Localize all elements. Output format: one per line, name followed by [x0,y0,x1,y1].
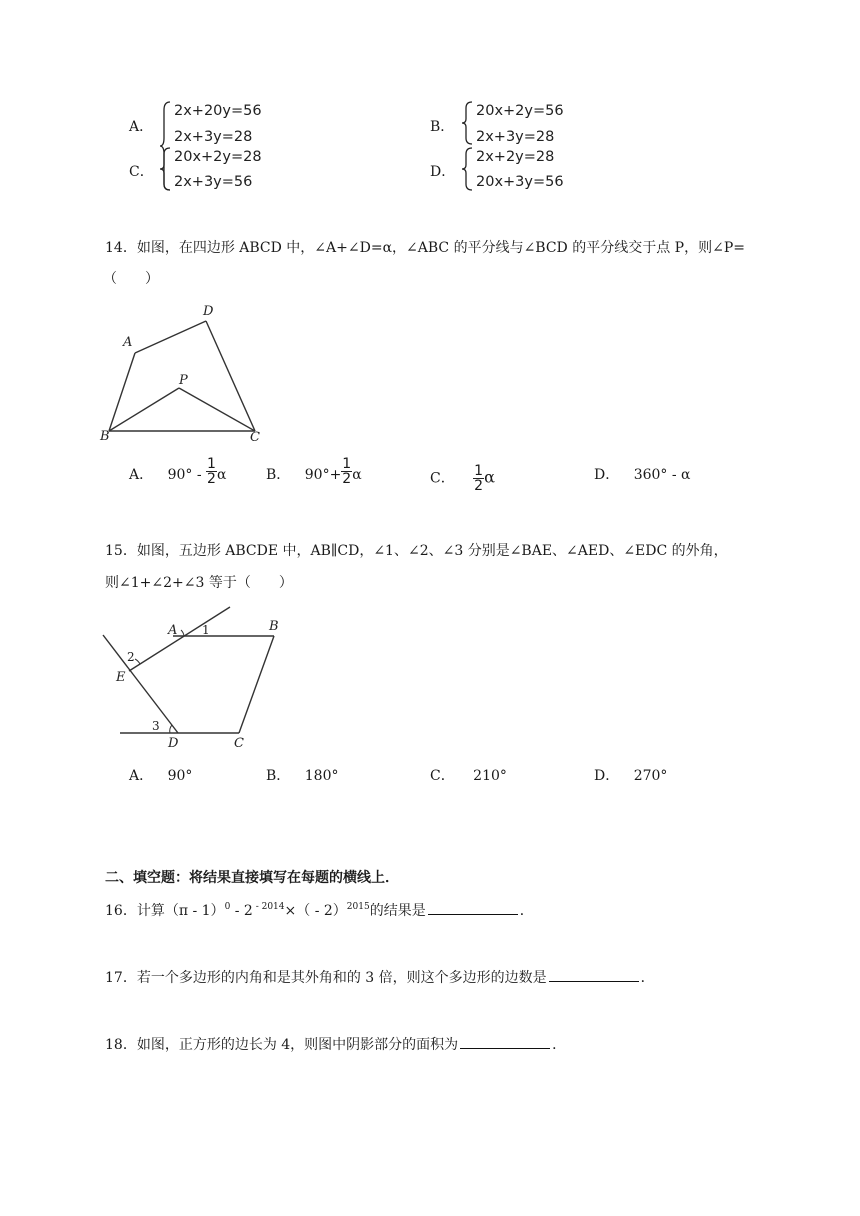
label-a: A [168,623,178,638]
q18-question [105,1034,566,1054]
equation-1: 2x+20y=56 [174,103,262,119]
option-text: 210° [473,768,507,784]
q16-end: ． [519,903,534,919]
numerator: 1 [474,463,484,479]
brace-icon [160,146,172,192]
numerator: 1 [342,455,352,472]
alpha: α [352,467,362,483]
q15-option-c [430,765,507,785]
label-a: A [123,335,133,350]
exponent: 2015 [346,902,370,912]
q18-text: 18．如图，正方形的边长为 4，则图中阴影部分的面积为 [105,1037,459,1053]
equation-2: 2x+3y=28 [174,129,253,145]
option-letter: A． [129,119,154,135]
line-ea-extended [129,607,230,671]
equation-1: 20x+2y=56 [476,103,564,119]
q16-prefix: 16．计算（π - 1） [105,903,225,919]
q16-question [105,900,534,920]
side-dc [206,321,255,431]
angle-2-arc [135,659,140,664]
q15-stem-line-1: 15．如图，五边形 ABCDE 中，AB∥CD，∠1、∠2、∠3 分别是∠BAE、∠AED、∠EDC 的外角， [105,543,728,559]
option-letter: D． [430,164,456,180]
label-d: D [203,304,214,319]
label-b: B [100,429,110,444]
option-text: 270° [633,768,668,784]
label-c: C [234,736,244,751]
equation-2: 2x+3y=56 [174,174,253,190]
denominator: 2 [474,478,484,494]
q17-text: 17．若一个多边形的内角和是其外角和的 3 倍，则这个多边形的边数是 [105,970,547,986]
option-letter: C． [129,164,154,180]
answer-blank[interactable] [549,967,639,982]
fraction [341,457,352,486]
answer-blank[interactable] [460,1034,550,1049]
q14-option-d [594,464,691,484]
option-letter: C． [430,470,455,487]
option-prefix: 90°+ [304,467,342,483]
q15-option-d [594,765,667,785]
angle-3-arc [170,725,172,733]
denominator: 2 [207,470,216,487]
label-3: 3 [152,719,160,733]
exponent: - 2014 [252,902,285,912]
option-letter: B． [266,467,291,483]
q14-quadrilateral-figure [98,300,278,450]
alpha: α [484,467,495,487]
answer-blank[interactable] [428,900,518,915]
q14-option-b [266,455,362,487]
q15-option-a [129,765,192,785]
equation-1: 2x+2y=28 [476,149,555,165]
numerator: 1 [207,455,216,472]
q14-option-a [129,455,227,487]
option-prefix: 90° - [167,467,202,483]
option-text: 90° [167,768,193,784]
side-ab [109,353,135,431]
brace-icon [462,100,474,146]
label-b: B [269,619,279,634]
option-letter: A． [129,768,154,784]
q16-mid: - 2 [230,903,253,919]
option-letter: D． [594,768,620,784]
q15-option-b [266,765,338,785]
angle-1-arc [181,630,184,636]
q14-stem-line-2: （ ） [103,271,159,287]
option-letter: C． [430,768,455,784]
equation-2: 2x+3y=28 [476,129,555,145]
q17-end: ． [640,970,655,986]
q17-question [105,967,655,987]
fraction [206,457,217,486]
q14-option-c [430,464,495,493]
label-c: C [250,430,260,445]
denominator: 2 [342,470,352,487]
line-de-extended [103,635,178,733]
label-p: P [179,373,188,388]
option-text: 360° - α [633,467,691,483]
option-letter: A． [129,467,154,483]
q14-stem-line-1: 14．如图，在四边形 ABCD 中，∠A+∠D=α，∠ABC 的平分线与∠BCD 的平分线交于点 P，则∠P= [105,240,745,256]
equation-2: 20x+3y=56 [476,174,564,190]
q15-pentagon-figure [98,600,298,755]
q18-end: ． [552,1037,567,1053]
section-2-title: 二、填空题：将结果直接填写在每题的横线上． [105,870,399,886]
q16-mid-2: ×（ - 2） [284,903,347,919]
label-1: 1 [202,623,210,637]
q15-stem-line-2: 则∠1+∠2+∠3 等于（ ） [105,575,293,591]
option-letter: B． [430,119,455,135]
bisector-bp [109,388,179,431]
option-text: 180° [304,768,339,784]
q16-suffix: 的结果是 [369,903,426,919]
side-ad [135,321,206,353]
option-letter: D． [594,467,620,483]
label-2: 2 [127,650,135,664]
bisector-cp [179,388,255,431]
alpha: α [216,467,227,483]
label-d: D [168,736,179,751]
exponent: 0 [224,902,231,912]
brace-icon [462,146,474,192]
side-bc [239,636,274,733]
label-e: E [116,670,126,685]
fraction [473,464,484,493]
option-letter: B． [266,768,291,784]
equation-1: 20x+2y=28 [174,149,262,165]
